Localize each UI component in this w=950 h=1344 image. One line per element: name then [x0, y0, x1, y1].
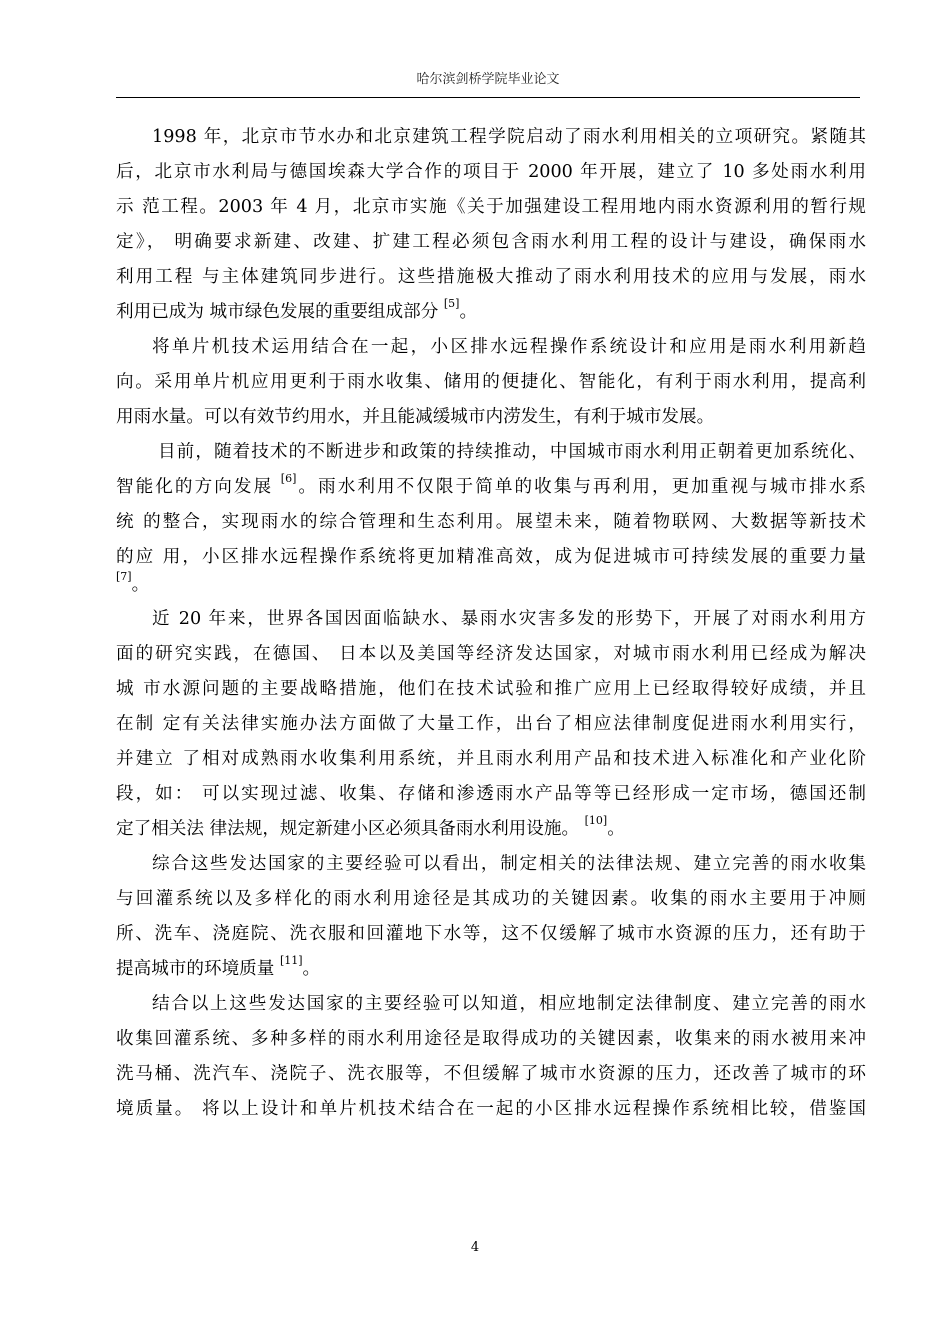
- text-line: 1998 年，北京市节水办和北京建筑工程学院启动了雨水利用相关的立项研究。紧随其: [152, 127, 866, 147]
- text-line: [116, 470, 866, 505]
- line-text: 。雨水利用不仅限于简单的收集与再利用，更加重视与城市排水系: [296, 477, 866, 497]
- text-line: [116, 295, 866, 330]
- citation-ref: [11]: [279, 954, 303, 968]
- text-line: 境质量。 将以上设计和单片机技术结合在一起的小区排水远程操作系统相比较，借鉴国: [116, 1099, 866, 1119]
- text-line: [116, 570, 866, 602]
- paragraph-1: [116, 120, 866, 330]
- text-line: 段，如： 可以实现过滤、收集、存储和渗透雨水产品等等已经形成一定市场，德国还制: [116, 784, 866, 804]
- text-line: [116, 812, 866, 847]
- citation-ref: [10]: [584, 814, 608, 828]
- text-line: [116, 952, 866, 987]
- paragraph-2: [116, 330, 866, 435]
- text-line: 面的研究实践，在德国、 日本以及美国等经济发达国家，对城市雨水利用已经成为解决: [116, 644, 866, 664]
- text-line: 用雨水量。可以有效节约用水，并且能减缓城市内涝发生，有利于城市发展。: [116, 407, 715, 427]
- text-line: 后，北京市水利局与德国埃森大学合作的项目于 2000 年开展，建立了 10 多处雨水利用: [116, 162, 866, 182]
- paragraph-5: [116, 847, 866, 987]
- text-line: 在制 定有关法律实施办法方面做了大量工作，出台了相应法律制度促进雨水利用实行，: [116, 714, 866, 734]
- citation-ref: [5]: [443, 297, 460, 311]
- text-line: 并建立 了相对成熟雨水收集利用系统，并且雨水利用产品和技术进入标准化和产业化阶: [116, 749, 866, 769]
- text-line: 示 范工程。2003 年 4 月，北京市实施《关于加强建设工程用地内雨水资源利用的暂行规: [116, 197, 866, 217]
- line-text: 利用已成为 城市绿色发展的重要组成部分: [116, 302, 444, 322]
- paragraph-6: [116, 987, 866, 1127]
- text-line: 利用工程 与主体建筑同步进行。这些措施极大推动了雨水利用技术的应用与发展，雨水: [116, 267, 866, 287]
- line-text: 定了相关法 律法规，规定新建小区必须具备雨水利用设施。: [116, 819, 585, 839]
- text-line: 收集回灌系统、多种多样的雨水利用途径是取得成功的关键因素，收集来的雨水被用来冲: [116, 1029, 866, 1049]
- text-line: 统 的整合，实现雨水的综合管理和生态利用。展望未来，随着物联网、大数据等新技术: [116, 512, 866, 532]
- text-line: 与回灌系统以及多样化的雨水利用途径是其成功的关键因素。收集的雨水主要用于冲厕: [116, 889, 866, 909]
- line-tail: 。: [302, 959, 321, 979]
- line-text: 提高城市的环境质量: [116, 959, 280, 979]
- text-line: 的应 用，小区排水远程操作系统将更加精准高效，成为促进城市可持续发展的重要力量: [116, 547, 866, 567]
- text-line: 向。采用单片机应用更利于雨水收集、储用的便捷化、智能化，有利于雨水利用，提高利: [116, 372, 866, 392]
- paragraph-3: [116, 435, 866, 602]
- line-tail: 。: [459, 302, 478, 322]
- text-line: 结合以上这些发达国家的主要经验可以知道，相应地制定法律制度、建立完善的雨水: [152, 994, 866, 1014]
- page-number: 4: [470, 1240, 480, 1255]
- text-line: 洗马桶、洗汽车、浇院子、洗衣服等，不但缓解了城市水资源的压力，还改善了城市的环: [116, 1064, 866, 1084]
- header-rule: [116, 97, 860, 98]
- running-header: 哈尔滨剑桥学院毕业论文: [416, 72, 560, 87]
- text-line: 目前，随着技术的不断进步和政策的持续推动，中国城市雨水利用正朝着更加系统化、: [158, 442, 866, 462]
- text-line: 所、洗车、浇庭院、洗衣服和回灌地下水等，这不仅缓解了城市水资源的压力，还有助于: [116, 924, 866, 944]
- text-line: 将单片机技术运用结合在一起，小区排水远程操作系统设计和应用是雨水利用新趋: [152, 337, 866, 357]
- paragraph-4: [116, 602, 866, 847]
- text-line: 综合这些发达国家的主要经验可以看出，制定相关的法律法规、建立完善的雨水收集: [152, 854, 866, 874]
- text-line: 定》， 明确要求新建、改建、扩建工程必须包含雨水利用工程的设计与建设，确保雨水: [116, 232, 866, 252]
- text-line: 城 市水源问题的主要战略措施，他们在技术试验和推广应用上已经取得较好成绩，并且: [116, 679, 866, 699]
- citation-ref: [6]: [280, 472, 297, 486]
- citation-ref: [7]: [116, 570, 132, 584]
- text-line: 近 20 年来，世界各国因面临缺水、暴雨水灾害多发的形势下，开展了对雨水利用方: [152, 609, 866, 629]
- line-text: 智能化的方向发展: [116, 477, 281, 497]
- line-tail: 。: [131, 575, 150, 595]
- body-text: [116, 120, 866, 1127]
- line-tail: 。: [607, 819, 625, 839]
